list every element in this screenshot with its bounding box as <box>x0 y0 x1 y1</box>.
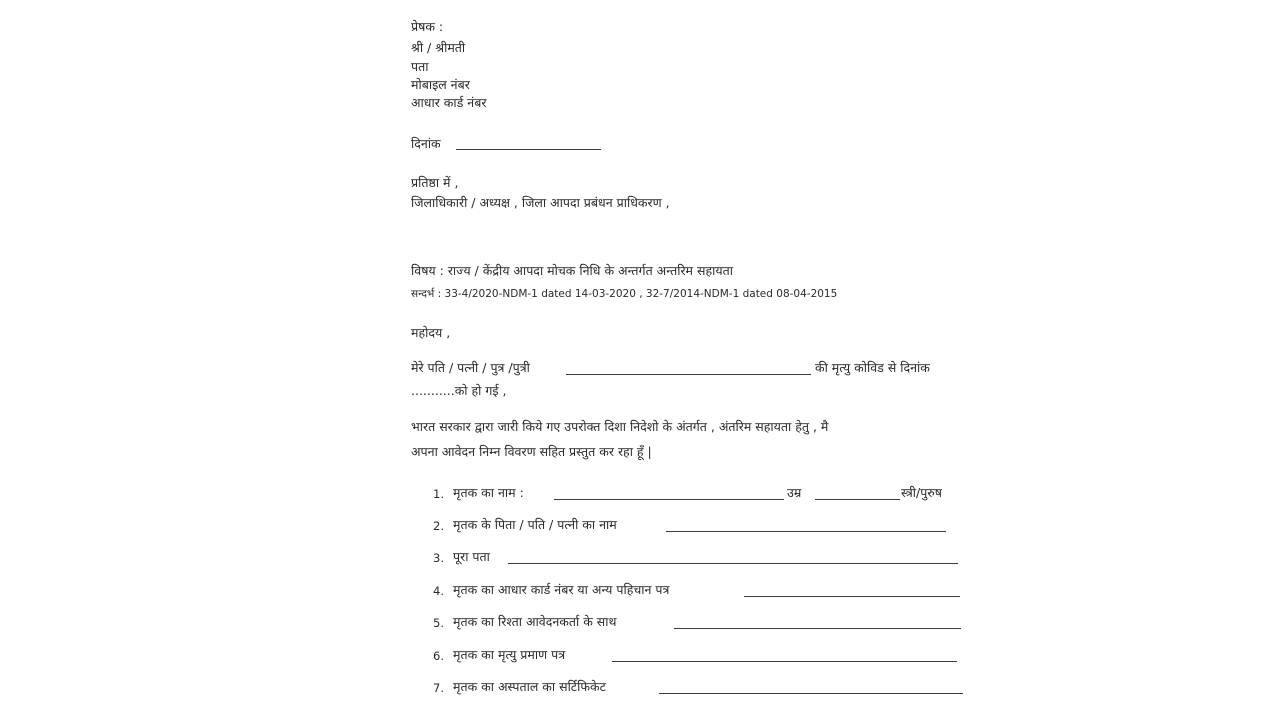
item-1-number: 1. <box>433 487 444 501</box>
item-7-number: 7. <box>433 681 444 695</box>
item-4-blank <box>744 596 960 597</box>
sender-heading: प्रेषक : <box>411 19 444 34</box>
item-1-age-label: उम्र <box>787 485 802 500</box>
item-6-label: मृतक का मृत्यु प्रमाण पत्र <box>453 647 566 662</box>
sender-mobile-label: मोबाइल नंबर <box>411 77 470 92</box>
sender-aadhaar-label: आधार कार्ड नंबर <box>411 95 487 110</box>
relation-name-blank <box>566 374 811 375</box>
para2-line-2: अपना आवेदन निम्न विवरण सहित प्रस्तुत कर रहा हूँ | <box>411 444 652 459</box>
recipient-line-2: जिलाधिकारी / अध्यक्ष , जिला आपदा प्रबंधन प्राधिकरण , <box>411 195 670 210</box>
item-4-number: 4. <box>433 584 444 598</box>
item-5-number: 5. <box>433 616 444 630</box>
date-label: दिनांक <box>411 136 441 151</box>
subject-line: विषय : राज्य / केंद्रीय आपदा मोचक निधि के अन्तर्गत अन्तरिम सहायता <box>411 263 733 278</box>
para2-line-1: भारत सरकार द्वारा जारी किये गए उपरोक्त दिशा निदेशो के अंतर्गत , अंतरिम सहायता हेतु , मै <box>411 419 829 434</box>
para1-line-2: ...........को हो गई , <box>411 383 507 398</box>
item-2-label: मृतक के पिता / पति / पत्नी का नाम <box>453 517 617 532</box>
recipient-line-1: प्रतिष्ठा में , <box>411 175 459 190</box>
item-2-blank <box>666 531 946 532</box>
item-1-label: मृतक का नाम : <box>453 485 524 500</box>
reference-line: सन्दर्भ : 33-4/2020-NDM-1 dated 14-03-2020 , 32-7/2014-NDM-1 dated 08-04-2015 <box>411 288 838 300</box>
item-3-number: 3. <box>433 551 444 565</box>
item-1-age-blank <box>815 499 900 500</box>
para1-start: मेरे पति / पत्नी / पुत्र /पुत्री <box>411 360 530 375</box>
item-1-gender-label: स्त्री/पुरुष <box>901 485 943 500</box>
date-blank-line <box>456 149 601 150</box>
salutation: महोदय , <box>411 325 451 340</box>
sender-address-label: पता <box>411 59 429 74</box>
item-6-number: 6. <box>433 649 444 663</box>
item-1-name-blank <box>554 499 784 500</box>
item-7-label: मृतक का अस्पताल का सर्टिफिकेट <box>453 679 606 694</box>
item-5-blank <box>674 628 961 629</box>
item-7-blank <box>659 693 963 694</box>
sender-name-label: श्री / श्रीमती <box>411 40 466 55</box>
item-3-blank <box>508 563 958 564</box>
item-5-label: मृतक का रिश्ता आवेदनकर्ता के साथ <box>453 614 617 629</box>
item-2-number: 2. <box>433 519 444 533</box>
item-4-label: मृतक का आधार कार्ड नंबर या अन्य पहिचान पत्र <box>453 582 670 597</box>
item-6-blank <box>612 661 957 662</box>
item-3-label: पूरा पता <box>453 549 490 564</box>
para1-end: की मृत्यु कोविड से दिनांक <box>815 360 930 375</box>
